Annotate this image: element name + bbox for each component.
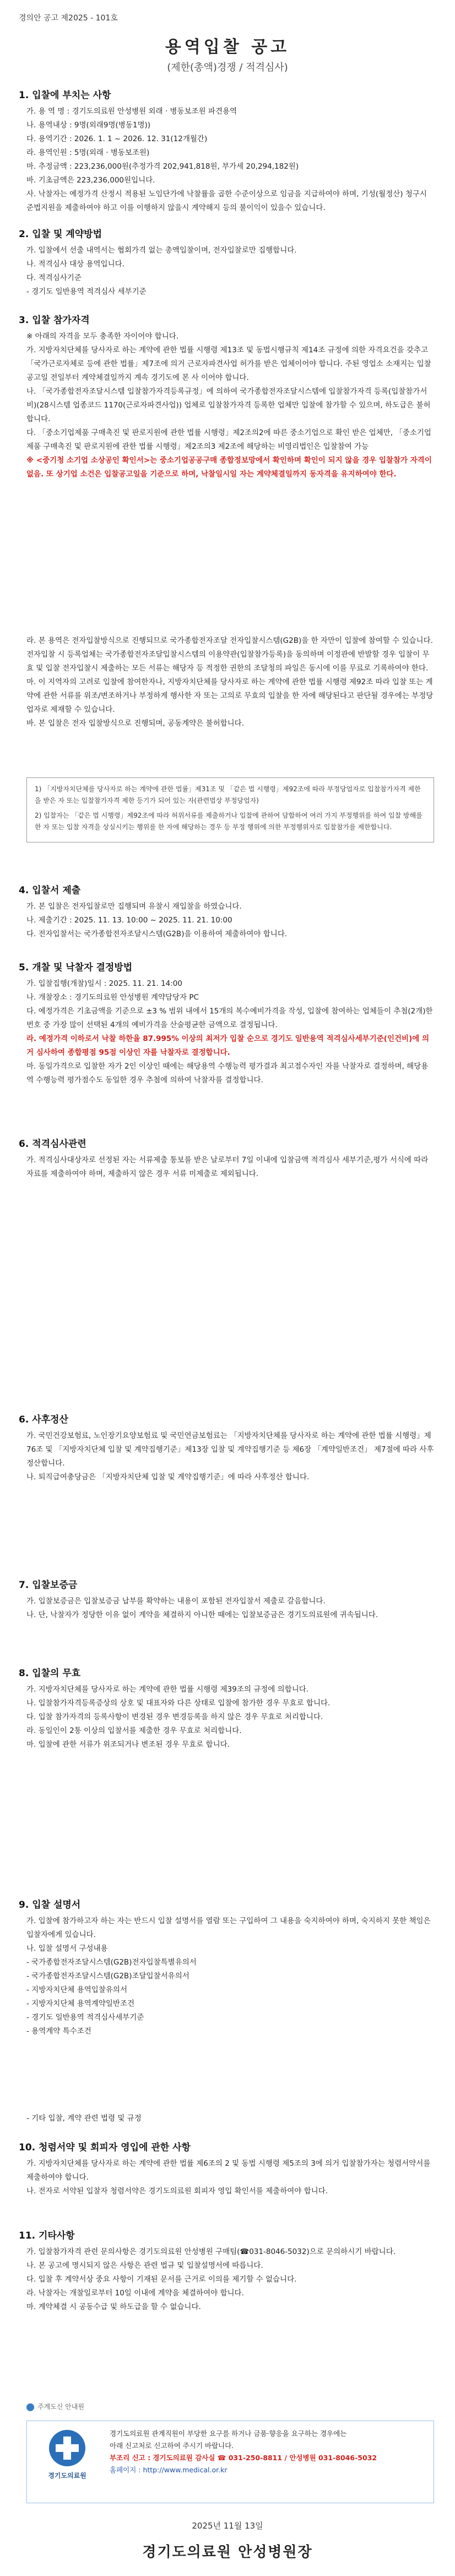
sec1-item: 나. 용역내상 : 9명(외래9명(병동1명)) xyxy=(26,121,151,130)
sec8-item: 다. 입찰 참가자격의 등록사항이 변경된 경우 변경등록을 하지 않은 경우 무효로 처리합니다. xyxy=(26,1713,323,1721)
sec5-threshold: 라. 예정가격 이하로서 낙찰 하한율 87.995% 이상의 최저가 입찰 순으로 경기도 일반용역 적격심사세부기준(인건비)에 의거 심사하여 종합평점 95점 이상인 자를 낙찰자로 결정합니다. xyxy=(26,1034,430,1057)
section-9-tail xyxy=(26,2112,434,2126)
sec1-item: 바. 기초금액은 223,236,000원입니다. xyxy=(26,176,155,185)
sec9-item: - 지방자치단체 용역입찰유의서 xyxy=(26,1985,127,1994)
sec1-item: 라. 용역인원 : 5명(외래 · 병동보조원) xyxy=(26,148,150,157)
sec9-item: - 국가종합전자조달시스템(G2B)전자입찰특별유의서 xyxy=(26,1958,197,1967)
sec2-item: - 경기도 일반용역 적격심사 세부기준 xyxy=(26,287,147,296)
sec11-item: 가. 입찰참가자격 관련 문의사항은 경기도의료원 안성병원 구매팀(☎031-8046-5032)으로 문의하시기 바랍니다. xyxy=(26,2247,396,2256)
section-post-settlement-title: 6. 사후정산 xyxy=(19,1414,68,1425)
section-10-title: 10. 청렴서약 및 회피자 영입에 관한 사항 xyxy=(19,2142,191,2153)
footer-homepage-link[interactable]: 홈페이지 : http://www.medical.or.kr xyxy=(110,2466,228,2474)
section-4-body xyxy=(26,900,434,941)
sec11-item: 라. 낙찰자는 개찰일로부터 10일 이내에 계약을 체결하여야 합니다. xyxy=(26,2289,244,2298)
section-3-continued xyxy=(26,634,434,731)
footer-logo-text: 경기도의료원 xyxy=(48,2472,86,2480)
medical-cross-icon xyxy=(49,2430,85,2466)
sec3-item: 나. 「국가종합전자조달시스템 입찰참가자격등록규정」에 의하여 국가종합전자조달시스템에 입찰참가자격 등록(입찰참가서비)(28시스템 업종코드 1170(근로자파견사업)) 업체로 입찰참가자격 등록한 업체만 입찰에 참가할 수 있으며, 하도급은 불허합니다. xyxy=(26,387,431,423)
sec9-item: - 지방자치단체 용역계약일반조건 xyxy=(26,1999,135,2008)
note-item: 1) 「지방자치단체를 당사자로 하는 계약에 관한 법률」제31조 및 「같은 법 시행령」제92조에 따라 부정당업자로 입찰참가자격 제한을 받은 자 또는 입찰참가자격 제한 등기가 되어 있는 자(관련법상 부정당업자) xyxy=(35,785,421,804)
sec2-item: 나. 적격심사 대상 용역입니다. xyxy=(26,260,124,269)
sec2-item: 다. 적격심사기준 xyxy=(26,273,82,282)
sec5-item: 다. 예정가격은 기초금액을 기준으로 ±3 % 범위 내에서 15개의 복수예비가격을 작성, 입찰에 참여하는 업체들이 추첨(2개)한 번호 중 가장 많이 선택된 4개의 예비가격을 산술평균한 금액으로 결정됩니다. xyxy=(26,1007,433,1029)
sec3-warning: ※ <중기청 소기업 소상공인 확인서>는 중소기업공공구매 종합정보망에서 확인하며 확인이 되지 않을 경우 입찰참가 자격이 없음. 또 상기업 소건은 입찰공고일을 기준으로 하며, 낙찰일시일 자는 계약체결일까지 동자격을 유지하여야 한다. xyxy=(26,456,432,479)
notice-number: 경의안 공고 제2025 - 101호 xyxy=(19,14,118,23)
sec2-item: 가. 입찰에서 선출 내역서는 협회가격 없는 총액입찰이며, 전자입찰로만 집행합니다. xyxy=(26,246,297,255)
section-8-body xyxy=(26,1683,434,1752)
settlement-item: 나. 퇴직급여충당금은 「지방자치단체 입찰 및 계약집행기준」에 따라 사후정산 합니다. xyxy=(26,1473,310,1482)
section-6-title: 6. 적격심사관련 xyxy=(19,1139,86,1150)
sec8-item: 마. 입찰에 관한 서류가 위조되거나 변조된 경우 무효로 합니다. xyxy=(26,1740,230,1749)
sec11-item: 마. 계약체결 시 공동수급 및 하도급을 할 수 없습니다. xyxy=(26,2303,201,2311)
sec3-item: 라. 본 용역은 전자입찰방식으로 진행되므로 국가종합전자조달 전자입찰시스템(G2B)을 한 자만이 입찰에 참여할 수 있습니다. 전자입찰 시 등록업체는 국가종합전자조달입찰시스템의 이용약관(입찰참가등록)을 동의하며 이정관에 반발할 경우 입찰이 무효 및 입찰 전자입찰시 제출하는 모든 서류는 해당자 등 적정한 권한의 조달청의 파일은 동시에 이를 무료로 기록하여야 한다. xyxy=(26,636,433,673)
section-11-body xyxy=(26,2245,434,2314)
sec5-item: 가. 입찰집행(개찰)일시 : 2025. 11. 21. 14:00 xyxy=(26,979,182,988)
sec7-item: 가. 입찰보증금은 입찰보증금 납부를 확약하는 내용이 포함된 전자입찰서 제출로 갈음합니다. xyxy=(26,1597,326,1606)
sec9-item: - 기타 입찰, 계약 관련 법령 및 규정 xyxy=(26,2114,142,2123)
issuing-organization: 경기도의료원 안성병원장 xyxy=(142,2544,313,2561)
sec11-item: 나. 본 공고에 명시되지 않은 사항은 관련 법규 및 입찰설명서에 따릅니다. xyxy=(26,2261,263,2270)
notice-date: 2025년 11월 13일 xyxy=(192,2521,263,2531)
section-8-title: 8. 입찰의 무효 xyxy=(19,1668,81,1679)
anti-corruption-notice xyxy=(26,2421,434,2503)
section-11-title: 11. 기타사항 xyxy=(19,2230,75,2241)
section-9-body xyxy=(26,1914,434,2038)
note-item: 2) 입찰자는 「같은 법 시행령」제92조에 따라 허위서류를 제출하거나 입찰에 관하여 담합하여 여러 가지 부정행위를 하여 입찰 방해를 한 자 또는 입찰 자격을 상실시키는 행위를 한 자에 해당하는 경우 등 부정 행위에 의한 부정행위자로 입찰참가를 제한합니다. xyxy=(35,812,422,831)
footer-line: 경기도의료원 관계직원이 부당한 요구를 하거나 금품·향응을 요구하는 경우에는 xyxy=(110,2429,347,2438)
note-box-disqualified xyxy=(26,777,434,842)
footer-notice-label: 주계도신 안내원 xyxy=(26,2402,84,2411)
sec1-item: 다. 용역기간 : 2026. 1. 1 ~ 2026. 12. 31(12개월간) xyxy=(26,135,208,143)
section-2-title: 2. 입찰 및 계약방법 xyxy=(19,229,102,240)
sec6-item: 가. 적격심사대상자로 선정된 자는 서류제출 통보를 받은 날로부터 7일 이내에 입찰금액 적격심사 세부기준,평가 서식에 따라 자료를 제출하여야 하며, 제출하지 않은 경우 서류 미제출로 제외됩니다. xyxy=(26,1156,429,1178)
sec3-item: 가. 지방자치단체를 당사자로 하는 계약에 관한 법률 시행령 제13조 및 동법시행규칙 제14조 규정에 의한 자격요건을 갖추고 「국가근로자체로 등에 관한 법률」제7조에 의거 근로자파견사업 허가를 받은 업체이어야 합니다. 주된 영업소 소재지는 입찰공고일 전일부터 계약체결일까지 계속 경기도에 본 사 이어야 합니다. xyxy=(26,346,431,382)
sec8-item: 나. 입찰참가자격등록증상의 상호 및 대표자와 다른 상태로 입찰에 참가한 경우 무효로 합니다. xyxy=(26,1699,331,1708)
sec10-item: 나. 전자로 서약된 입찰자 청렴서약은 경기도의료원 회피자 영입 확인서를 제출하여야 합니다. xyxy=(26,2187,328,2196)
sec9-item: 가. 입찰에 참가하고자 하는 자는 반드시 입찰 설명서를 열람 또는 구입하여 그 내용을 숙지하여야 하며, 숙지하지 못한 책임은 입찰자에게 있습니다. xyxy=(26,1917,431,1939)
sec1-item: 사. 낙찰자는 예정가격 산정시 적용된 노임단가에 낙찰률을 곱한 수준이상으로 임금을 지급하여야 하며, 기성(월정산) 청구시 준법지원을 제출하여야 하고 이를 이행하지 않을시 계약해지 등의 불이익이 있을수 있습니다. xyxy=(26,190,427,212)
sec4-item: 다. 전자입찰서는 국가종합전자조달시스템(G2B)을 이용하여 제출하여야 합니다. xyxy=(26,930,288,938)
footer-logo xyxy=(35,2430,100,2480)
section-9-title: 9. 입찰 설명서 xyxy=(19,1899,81,1910)
footer-report-line: 부조리 신고 : 경기도의료원 감사실 ☎ 031-250-8811 / 안성병원 031-8046-5032 xyxy=(110,2454,377,2462)
hospital-logo-icon xyxy=(26,2403,34,2411)
section-1-body xyxy=(26,105,434,215)
section-6-body xyxy=(26,1153,434,1181)
section-1-title: 1. 입찰에 부치는 사항 xyxy=(19,90,111,101)
section-10-body xyxy=(26,2157,434,2198)
sec10-item: 가. 지방자치단체를 당사자로 하는 계약에 관한 법률 제6조의 2 및 동법 시행령 제5조의 3에 의거 입찰참가자는 청렴서약서를 제출하여야 합니다. xyxy=(26,2159,431,2182)
footer-line: 아래 신고처로 신고하여 주시기 바랍니다. xyxy=(110,2441,234,2450)
section-2-body xyxy=(26,244,434,299)
sec8-item: 라. 동일인이 2통 이상의 입찰서를 제출한 경우 무효로 처리합니다. xyxy=(26,1726,242,1735)
sec3-item: ※ 아래의 자격을 모두 충족한 자이어야 합니다. xyxy=(26,332,179,341)
sec9-item: 나. 입찰 설명서 구성내용 xyxy=(26,1944,108,1953)
section-4-title: 4. 입찰서 제출 xyxy=(19,885,81,896)
sec11-item: 다. 입찰 후 계약서상 중요 사항이 기재된 문서를 근거로 이의를 제기할 수 없습니다. xyxy=(26,2275,297,2284)
sec8-item: 가. 지방자치단체를 당사자로 하는 계약에 관한 법률 시행령 제39조의 규정에 의합니다. xyxy=(26,1685,309,1694)
settlement-item: 가. 국민건강보험료, 노인장기요양보험료 및 국민연금보험료는 「지방자치단체를 당사자로 하는 계약에 관한 법률 시행령」제76조 및 「지방자치단체 입찰 및 계약집행기준」제13장 입찰 및 계약집행기준 등 제6장 「계약일반조건」 제7절에 따라 사후 정산합니다. xyxy=(26,1431,434,1468)
section-7-body xyxy=(26,1595,434,1622)
sec5-item: 마. 동일가격으로 입찰한 자가 2인 이상인 때에는 해당용역 수행능력 평가결과 최고점수자인 자를 낙찰자로 결정하며, 해당용역 수행능력 평가점수도 동일한 경우 추첨에 의하여 낙찰자를 결정합니다. xyxy=(26,1062,429,1085)
section-5-title: 5. 개찰 및 낙찰자 결정방법 xyxy=(19,962,133,973)
sec1-item: 가. 용 역 명 : 경기도의료원 안성병원 외래 · 병동보조원 파견용역 xyxy=(26,107,237,116)
page-title: 용역입찰 공고 xyxy=(165,37,290,57)
section-3-title: 3. 입찰 참가자격 xyxy=(19,315,90,326)
sec3-item: 바. 본 입찰은 전자 입찰방식으로 진행되며, 공동계약은 불허합니다. xyxy=(26,719,245,728)
sec5-item: 나. 개찰장소 : 경기도의료원 안성병원 계약담당자 PC xyxy=(26,993,199,1002)
sec3-item: 마. 이 지역자의 고려로 입찰에 참여한자나, 지방자치단체를 당사자로 하는 계약에 관한 법률 시행령 제92조 따라 입찰 또는 계약에 관한 서류를 위조/변조하거나 부정하게 행사한 자 또는 고의로 무효의 입찰을 한 자에 해당된다고 판단될 경우에는 부정당업자로 제재할 수 있습니다. xyxy=(26,678,434,714)
section-7-title: 7. 입찰보증금 xyxy=(19,1580,78,1591)
sec4-item: 나. 제출기간 : 2025. 11. 13. 10:00 ~ 2025. 11. 21. 10:00 xyxy=(26,916,232,925)
footer-notice-text xyxy=(110,2428,427,2476)
section-3-body xyxy=(26,330,434,481)
sec9-item: - 국가종합전자조달시스템(G2B)조달입찰서유의서 xyxy=(26,1972,189,1981)
sec7-item: 나. 단, 낙찰자가 정당한 이유 없이 계약을 체결하지 아니한 때에는 입찰보증금은 경기도의료원에 귀속됩니다. xyxy=(26,1611,378,1619)
sec9-item: - 경기도 일반용역 적격심사세부기준 xyxy=(26,2013,144,2022)
section-post-settlement-body xyxy=(26,1429,434,1484)
section-5-body xyxy=(26,977,434,1087)
sec9-item: - 용역계약 특수조건 xyxy=(26,2027,91,2036)
sec4-item: 가. 본 입찰은 전자입찰로만 집행되며 유찰시 재입찰을 하였습니다. xyxy=(26,902,242,911)
sec3-item: 다. 「중소기업제품 구매촉진 및 판로지원에 관한 법률 시행령」제2조의2에 따른 중소기업으로 확인 받은 업체만, 「중소기업제품 구매촉진 및 판로지원에 관한 법률 시행령」제2조의3 제2조에 해당하는 비영리법인은 입찰참여 가능 xyxy=(26,428,431,451)
sec1-item: 마. 추정금액 : 223,236,000원(추정가격 202,941,818원, 부가세 20,294,182원) xyxy=(26,162,299,171)
page-subtitle: (제한(총액)경쟁 / 적격심사) xyxy=(167,62,288,73)
